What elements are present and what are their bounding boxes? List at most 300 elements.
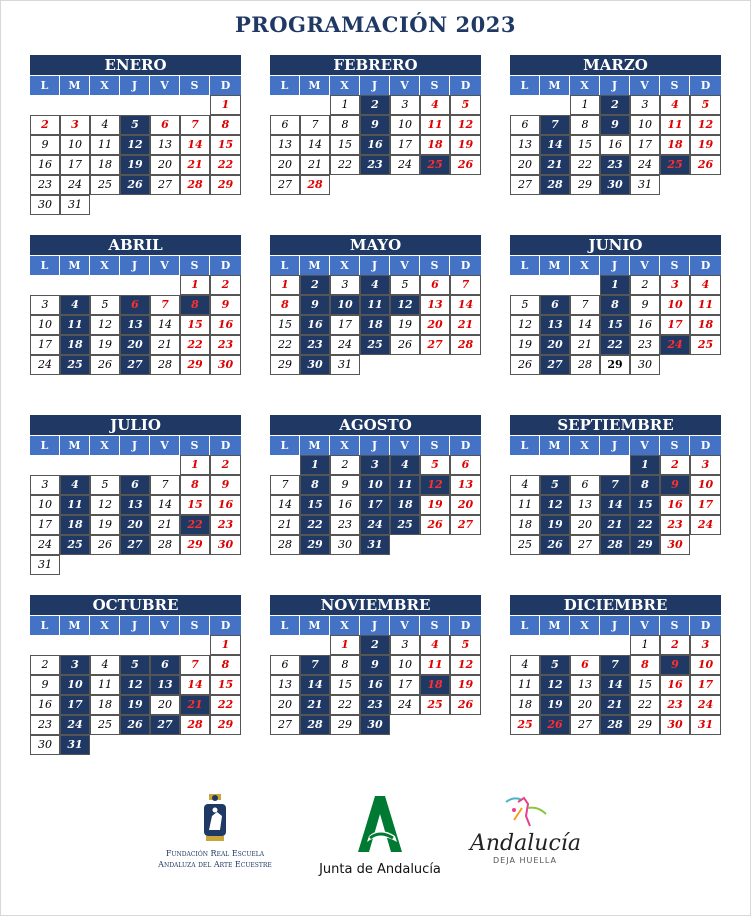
weekday-label: D <box>210 76 241 95</box>
month-febrero <box>270 55 481 191</box>
day-cell: 21 <box>300 695 330 715</box>
weekday-label: X <box>90 76 120 95</box>
day-cell: 6 <box>450 455 481 475</box>
weekday-label: X <box>570 436 600 455</box>
weekday-label: S <box>420 76 450 95</box>
day-cell: 7 <box>600 655 630 675</box>
day-cell: 18 <box>420 675 450 695</box>
day-cell: 14 <box>300 135 330 155</box>
weekday-label: S <box>180 436 210 455</box>
day-cell: 11 <box>420 655 450 675</box>
day-cell: 26 <box>120 715 150 735</box>
weekday-row <box>510 76 721 95</box>
day-cell: 2 <box>360 635 390 655</box>
month-septiembre <box>510 415 721 551</box>
day-cell: 17 <box>390 135 420 155</box>
day-cell: 8 <box>180 295 210 315</box>
day-cell: 3 <box>690 635 721 655</box>
day-cell: 13 <box>150 135 180 155</box>
day-cell: 23 <box>210 335 241 355</box>
day-cell: 6 <box>150 115 180 135</box>
weekday-label: S <box>180 256 210 275</box>
day-cell: 28 <box>600 715 630 735</box>
day-cell: 14 <box>300 675 330 695</box>
month-header: ENERO <box>30 55 241 75</box>
weekday-label: M <box>300 76 330 95</box>
day-cell: 31 <box>30 555 60 575</box>
day-cell: 1 <box>330 95 360 115</box>
day-cell: 19 <box>120 155 150 175</box>
weekday-label: L <box>510 436 540 455</box>
weekday-label: L <box>30 256 60 275</box>
day-cell: 20 <box>270 155 300 175</box>
month-mayo <box>270 235 481 371</box>
weekday-label: M <box>300 616 330 635</box>
weekday-label: V <box>150 436 180 455</box>
day-cell: 18 <box>90 695 120 715</box>
day-cell: 11 <box>390 475 420 495</box>
day-cell: 30 <box>210 355 241 375</box>
day-cell: 21 <box>300 155 330 175</box>
weekday-label: M <box>540 76 570 95</box>
day-cell: 14 <box>570 315 600 335</box>
month-agosto <box>270 415 481 551</box>
weekday-label: D <box>450 616 481 635</box>
day-cell: 4 <box>360 275 390 295</box>
day-cell: 27 <box>270 175 300 195</box>
day-cell: 1 <box>330 635 360 655</box>
day-cell: 21 <box>150 335 180 355</box>
day-cell: 3 <box>60 655 90 675</box>
day-cell: 28 <box>150 355 180 375</box>
day-cell: 23 <box>30 175 60 195</box>
day-cell: 4 <box>420 95 450 115</box>
month-noviembre <box>270 595 481 731</box>
day-cell: 21 <box>180 695 210 715</box>
day-cell: 10 <box>690 475 721 495</box>
weekday-label: D <box>210 436 241 455</box>
day-cell: 29 <box>270 355 300 375</box>
day-cell: 11 <box>690 295 721 315</box>
weekday-label: M <box>300 436 330 455</box>
day-cell: 9 <box>30 675 60 695</box>
day-cell: 12 <box>540 495 570 515</box>
day-cell: 31 <box>330 355 360 375</box>
day-cell: 26 <box>390 335 420 355</box>
day-cell: 28 <box>570 355 600 375</box>
day-cell: 18 <box>690 315 721 335</box>
weekday-label: X <box>330 436 360 455</box>
day-cell: 19 <box>120 695 150 715</box>
day-cell: 12 <box>420 475 450 495</box>
day-cell: 11 <box>360 295 390 315</box>
day-cell: 2 <box>660 635 690 655</box>
day-cell: 24 <box>660 335 690 355</box>
day-cell: 6 <box>510 115 540 135</box>
weekday-label: L <box>270 436 300 455</box>
day-cell: 12 <box>510 315 540 335</box>
day-cell: 2 <box>630 275 660 295</box>
day-cell: 22 <box>270 335 300 355</box>
day-cell: 12 <box>540 675 570 695</box>
day-cell: 24 <box>690 695 721 715</box>
day-cell: 14 <box>180 135 210 155</box>
day-cell: 29 <box>600 355 630 375</box>
day-cell: 29 <box>300 535 330 555</box>
weekday-label: V <box>390 256 420 275</box>
day-cell: 28 <box>300 175 330 195</box>
weekday-label: J <box>600 436 630 455</box>
day-cell: 14 <box>450 295 481 315</box>
day-cell: 15 <box>210 135 241 155</box>
weekday-label: J <box>120 616 150 635</box>
day-cell: 11 <box>510 675 540 695</box>
day-cell: 5 <box>540 655 570 675</box>
day-cell: 21 <box>270 515 300 535</box>
weekday-label: S <box>420 436 450 455</box>
weekday-label: V <box>630 436 660 455</box>
horse-sketch-icon <box>500 794 550 828</box>
day-cell: 15 <box>300 495 330 515</box>
junta-name: Junta de Andalucía <box>319 862 441 877</box>
day-cell: 19 <box>690 135 721 155</box>
day-cell: 8 <box>630 655 660 675</box>
day-cell: 15 <box>630 495 660 515</box>
weekday-row <box>510 256 721 275</box>
month-diciembre <box>510 595 721 731</box>
day-cell: 20 <box>270 695 300 715</box>
day-cell: 24 <box>60 175 90 195</box>
day-cell: 8 <box>270 295 300 315</box>
weekday-label: S <box>660 436 690 455</box>
day-cell: 22 <box>180 335 210 355</box>
weekday-label: D <box>690 436 721 455</box>
day-cell: 21 <box>450 315 481 335</box>
day-cell: 10 <box>30 315 60 335</box>
day-cell: 30 <box>630 355 660 375</box>
day-cell: 28 <box>300 715 330 735</box>
day-cell: 27 <box>570 715 600 735</box>
weekday-row <box>30 256 241 275</box>
day-cell: 27 <box>150 715 180 735</box>
weekday-label: X <box>90 436 120 455</box>
day-cell: 17 <box>390 675 420 695</box>
day-cell: 4 <box>60 475 90 495</box>
weekday-label: M <box>540 436 570 455</box>
weekday-label: D <box>690 616 721 635</box>
day-cell: 16 <box>630 315 660 335</box>
weekday-row <box>270 436 481 455</box>
day-cell: 23 <box>30 715 60 735</box>
day-cell: 22 <box>180 515 210 535</box>
weekday-label: L <box>30 436 60 455</box>
day-cell: 4 <box>90 655 120 675</box>
day-cell: 16 <box>210 495 241 515</box>
day-cell: 31 <box>60 735 90 755</box>
day-cell: 13 <box>420 295 450 315</box>
day-cell: 12 <box>390 295 420 315</box>
weekday-label: J <box>360 256 390 275</box>
day-cell: 8 <box>210 655 241 675</box>
day-cell: 2 <box>30 115 60 135</box>
day-cell: 24 <box>30 355 60 375</box>
day-cell: 3 <box>30 475 60 495</box>
day-cell: 1 <box>180 275 210 295</box>
day-cell: 16 <box>30 155 60 175</box>
weekday-label: X <box>90 256 120 275</box>
day-cell: 15 <box>600 315 630 335</box>
day-cell: 25 <box>420 155 450 175</box>
day-cell: 29 <box>330 715 360 735</box>
day-cell: 9 <box>360 655 390 675</box>
day-cell: 11 <box>660 115 690 135</box>
day-cell: 18 <box>510 695 540 715</box>
day-cell: 3 <box>390 95 420 115</box>
day-cell: 9 <box>210 295 241 315</box>
day-cell: 11 <box>510 495 540 515</box>
weekday-row <box>30 616 241 635</box>
day-cell: 1 <box>600 275 630 295</box>
day-cell: 9 <box>630 295 660 315</box>
day-cell: 5 <box>90 475 120 495</box>
day-cell: 1 <box>210 95 241 115</box>
weekday-label: X <box>570 256 600 275</box>
day-cell: 25 <box>60 355 90 375</box>
weekday-label: D <box>690 76 721 95</box>
day-cell: 22 <box>630 695 660 715</box>
day-cell: 19 <box>420 495 450 515</box>
day-cell: 27 <box>420 335 450 355</box>
day-cell: 4 <box>60 295 90 315</box>
day-cell: 13 <box>270 135 300 155</box>
day-cell: 24 <box>60 715 90 735</box>
weekday-label: J <box>120 436 150 455</box>
day-cell: 3 <box>690 455 721 475</box>
day-cell: 31 <box>360 535 390 555</box>
day-cell: 13 <box>150 675 180 695</box>
weekday-label: L <box>270 76 300 95</box>
day-cell: 4 <box>510 655 540 675</box>
andalucia-wordmark: Andalucía <box>470 831 581 856</box>
day-cell: 9 <box>300 295 330 315</box>
day-cell: 9 <box>660 475 690 495</box>
day-cell: 6 <box>540 295 570 315</box>
weekday-label: J <box>120 256 150 275</box>
month-header: JULIO <box>30 415 241 435</box>
day-cell: 24 <box>330 335 360 355</box>
day-cell: 18 <box>510 515 540 535</box>
weekday-label: L <box>30 76 60 95</box>
day-cell: 2 <box>210 275 241 295</box>
day-cell: 8 <box>210 115 241 135</box>
weekday-label: M <box>60 76 90 95</box>
day-cell: 29 <box>210 175 241 195</box>
day-cell: 5 <box>690 95 721 115</box>
day-cell: 10 <box>360 475 390 495</box>
day-cell: 27 <box>450 515 481 535</box>
weekday-label: L <box>510 616 540 635</box>
weekday-label: S <box>660 76 690 95</box>
day-cell: 4 <box>90 115 120 135</box>
day-cell: 19 <box>90 515 120 535</box>
day-cell: 6 <box>570 475 600 495</box>
day-cell: 30 <box>300 355 330 375</box>
day-cell: 10 <box>630 115 660 135</box>
day-cell: 7 <box>570 295 600 315</box>
day-cell: 15 <box>210 675 241 695</box>
day-cell: 6 <box>420 275 450 295</box>
weekday-label: S <box>660 256 690 275</box>
day-cell: 1 <box>180 455 210 475</box>
day-cell: 25 <box>360 335 390 355</box>
day-cell: 10 <box>60 675 90 695</box>
month-marzo <box>510 55 721 191</box>
day-cell: 12 <box>120 675 150 695</box>
day-cell: 28 <box>180 715 210 735</box>
day-cell: 5 <box>450 635 481 655</box>
day-cell: 30 <box>210 535 241 555</box>
day-cell: 25 <box>90 175 120 195</box>
day-cell: 10 <box>660 295 690 315</box>
day-cell: 22 <box>600 335 630 355</box>
day-cell: 26 <box>540 535 570 555</box>
weekday-label: D <box>690 256 721 275</box>
weekday-label: V <box>390 436 420 455</box>
day-cell: 27 <box>120 355 150 375</box>
logos-footer <box>0 790 751 900</box>
day-cell: 19 <box>390 315 420 335</box>
day-cell: 13 <box>510 135 540 155</box>
day-cell: 4 <box>690 275 721 295</box>
weekday-label: V <box>150 76 180 95</box>
day-cell: 9 <box>600 115 630 135</box>
day-cell: 27 <box>510 175 540 195</box>
day-cell: 9 <box>30 135 60 155</box>
day-cell: 18 <box>60 515 90 535</box>
day-cell: 23 <box>300 335 330 355</box>
day-cell: 25 <box>660 155 690 175</box>
month-header: DICIEMBRE <box>510 595 721 615</box>
day-cell: 17 <box>630 135 660 155</box>
day-cell: 29 <box>180 535 210 555</box>
fundacion-logo <box>150 794 280 870</box>
day-cell: 8 <box>330 115 360 135</box>
day-cell: 19 <box>510 335 540 355</box>
day-cell: 12 <box>90 315 120 335</box>
day-cell: 20 <box>570 695 600 715</box>
day-cell: 14 <box>150 495 180 515</box>
day-cell: 21 <box>180 155 210 175</box>
day-cell: 16 <box>600 135 630 155</box>
day-cell: 8 <box>600 295 630 315</box>
day-cell: 2 <box>660 455 690 475</box>
day-cell: 1 <box>270 275 300 295</box>
day-cell: 27 <box>150 175 180 195</box>
day-cell: 18 <box>360 315 390 335</box>
weekday-label: D <box>450 256 481 275</box>
day-cell: 15 <box>270 315 300 335</box>
day-cell: 22 <box>330 695 360 715</box>
day-cell: 23 <box>330 515 360 535</box>
weekday-label: J <box>600 256 630 275</box>
day-cell: 10 <box>390 115 420 135</box>
day-cell: 30 <box>660 535 690 555</box>
day-cell: 5 <box>390 275 420 295</box>
month-abril <box>30 235 241 371</box>
day-cell: 7 <box>150 475 180 495</box>
day-cell: 11 <box>60 495 90 515</box>
day-cell: 15 <box>630 675 660 695</box>
day-cell: 24 <box>30 535 60 555</box>
day-cell: 5 <box>120 655 150 675</box>
day-cell: 20 <box>420 315 450 335</box>
weekday-label: J <box>360 616 390 635</box>
day-cell: 19 <box>450 135 481 155</box>
day-cell: 5 <box>420 455 450 475</box>
day-cell: 1 <box>300 455 330 475</box>
day-cell: 31 <box>690 715 721 735</box>
day-cell: 7 <box>300 655 330 675</box>
day-cell: 7 <box>150 295 180 315</box>
day-cell: 16 <box>660 675 690 695</box>
fundacion-name-line2: Andaluza del Arte Ecuestre <box>158 860 272 869</box>
day-cell: 26 <box>540 715 570 735</box>
day-cell: 8 <box>180 475 210 495</box>
day-cell: 25 <box>510 535 540 555</box>
weekday-label: V <box>630 616 660 635</box>
month-octubre <box>30 595 241 751</box>
weekday-label: V <box>390 76 420 95</box>
weekday-label: S <box>420 616 450 635</box>
weekday-label: X <box>330 76 360 95</box>
weekday-label: V <box>150 616 180 635</box>
weekday-label: M <box>540 256 570 275</box>
day-cell: 7 <box>540 115 570 135</box>
day-cell: 20 <box>540 335 570 355</box>
day-cell: 29 <box>210 715 241 735</box>
weekday-label: D <box>450 76 481 95</box>
day-cell: 16 <box>660 495 690 515</box>
day-cell: 15 <box>180 495 210 515</box>
junta-a-icon <box>355 792 405 854</box>
day-cell: 10 <box>690 655 721 675</box>
day-cell: 11 <box>420 115 450 135</box>
day-cell: 30 <box>30 195 60 215</box>
weekday-label: M <box>60 256 90 275</box>
weekday-row <box>30 436 241 455</box>
day-cell: 25 <box>690 335 721 355</box>
month-enero <box>30 55 241 211</box>
day-cell: 13 <box>120 495 150 515</box>
day-cell: 25 <box>510 715 540 735</box>
day-cell: 29 <box>180 355 210 375</box>
andalucia-tagline: DEJA HUELLA <box>493 856 557 865</box>
day-cell: 26 <box>90 535 120 555</box>
day-cell: 5 <box>540 475 570 495</box>
day-cell: 13 <box>450 475 481 495</box>
day-cell: 24 <box>390 155 420 175</box>
day-cell: 24 <box>390 695 420 715</box>
month-junio <box>510 235 721 371</box>
day-cell: 5 <box>450 95 481 115</box>
page-title: PROGRAMACIÓN 2023 <box>234 12 517 37</box>
day-cell: 4 <box>660 95 690 115</box>
day-cell: 8 <box>300 475 330 495</box>
day-cell: 15 <box>570 135 600 155</box>
weekday-label: M <box>60 616 90 635</box>
day-cell: 2 <box>210 455 241 475</box>
day-cell: 24 <box>630 155 660 175</box>
